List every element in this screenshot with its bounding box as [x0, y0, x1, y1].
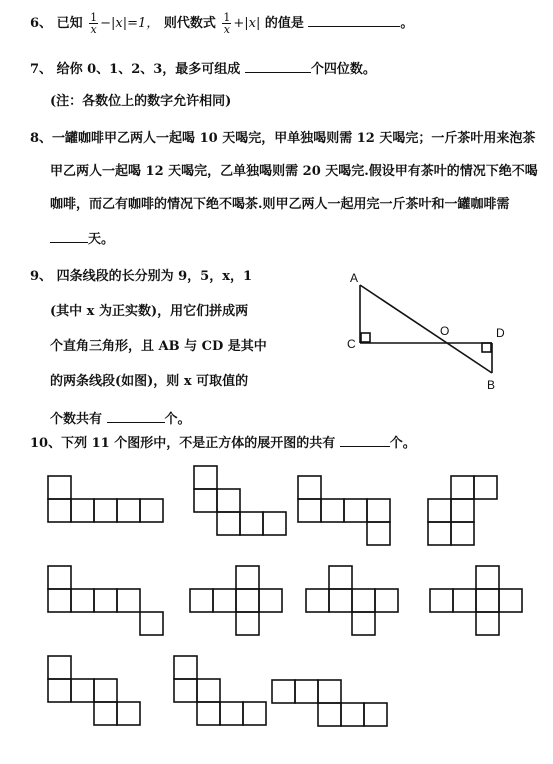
net-square [298, 499, 321, 522]
net-square [476, 589, 499, 612]
q6-prefix: 已知 [56, 16, 83, 31]
segment-ab [360, 285, 492, 373]
cube-net-1 [48, 476, 163, 522]
net-square [375, 589, 398, 612]
net-square [190, 589, 213, 612]
q9-line-3: 个直角三角形，且 AB 与 CD 是其中 [50, 339, 267, 354]
net-square [352, 612, 375, 635]
net-square [117, 499, 140, 522]
net-square [71, 679, 94, 702]
net-square [367, 522, 390, 545]
net-square [259, 589, 282, 612]
q6-end: 。 [400, 16, 414, 31]
net-square [94, 589, 117, 612]
fraction-numerator: 1 [90, 11, 98, 24]
net-square [451, 499, 474, 522]
net-square [341, 703, 364, 726]
net-square [352, 589, 375, 612]
net-square [321, 499, 344, 522]
q10-suffix: 个。 [389, 436, 416, 451]
net-square [217, 489, 240, 512]
net-square [140, 499, 163, 522]
net-square [272, 680, 295, 703]
net-square [499, 589, 522, 612]
net-square [217, 512, 240, 535]
right-angle-mark-d [482, 343, 491, 352]
net-square [71, 499, 94, 522]
net-square [428, 499, 451, 522]
net-square [71, 589, 94, 612]
net-square [236, 589, 259, 612]
q9-text: 个数共有 [50, 412, 103, 427]
net-square [194, 466, 217, 489]
net-square [174, 656, 197, 679]
label-b: B [487, 378, 496, 392]
net-square [318, 680, 341, 703]
q6-expression-2: +|x| [233, 16, 261, 31]
net-square [428, 522, 451, 545]
q8-suffix: 天。 [88, 232, 115, 247]
net-square [48, 679, 71, 702]
net-square [197, 679, 220, 702]
cube-net-3 [298, 476, 390, 545]
net-square [94, 499, 117, 522]
net-square [240, 512, 263, 535]
net-square [117, 702, 140, 725]
q9-line-4: 的两条线段(如图)，则 x 可取值的 [50, 374, 249, 389]
net-square [451, 522, 474, 545]
net-square [298, 476, 321, 499]
cube-net-2 [194, 466, 286, 535]
net-square [48, 656, 71, 679]
net-square [236, 566, 259, 589]
net-square [430, 589, 453, 612]
net-square [48, 476, 71, 499]
net-square [48, 589, 71, 612]
cube-nets [48, 466, 522, 726]
label-d: D [496, 326, 505, 340]
q10-text: 10、下列 11 个图形中，不是正方体的展开图的共有 [30, 436, 336, 451]
q6-middle: 则代数式 [163, 16, 216, 31]
q6-expression-1: −|x|=1， [100, 16, 160, 31]
net-square [117, 589, 140, 612]
net-square [140, 612, 163, 635]
q7-text: 7、 给你 0、1、2、3，最多可组成 [30, 62, 241, 77]
net-square [94, 679, 117, 702]
net-square [243, 702, 266, 725]
net-square [474, 476, 497, 499]
q8-line-2: 甲乙两人一起喝 12 天喝完，乙单独喝则需 20 天喝完.假设甲有茶叶的情况下绝不喝 [50, 164, 538, 179]
q7-note: (注：各数位上的数字允许相同) [50, 94, 232, 109]
net-square [48, 499, 71, 522]
net-square [329, 566, 352, 589]
net-square [451, 476, 474, 499]
net-square [364, 703, 387, 726]
q9-line-1: 9、 四条线段的长分别为 9，5，x，1 [30, 269, 252, 284]
q8-line-1: 8、一罐咖啡甲乙两人一起喝 10 天喝完，甲单独喝则需 12 天喝完；一斤茶叶用来泡茶 [30, 131, 536, 146]
net-square [295, 680, 318, 703]
label-c: C [347, 337, 356, 351]
net-square [367, 499, 390, 522]
net-square [344, 499, 367, 522]
fraction-numerator: 1 [223, 11, 231, 24]
net-square [220, 702, 243, 725]
net-square [174, 679, 197, 702]
net-square [329, 589, 352, 612]
cube-net-9 [48, 656, 140, 725]
net-square [94, 702, 117, 725]
cube-net-4 [428, 476, 497, 545]
right-angle-mark-c [361, 333, 370, 342]
cube-net-8 [430, 566, 522, 635]
net-square [318, 703, 341, 726]
label-o: O [440, 324, 450, 338]
net-square [263, 512, 286, 535]
net-square [197, 702, 220, 725]
label-a: A [350, 271, 359, 285]
net-square [306, 589, 329, 612]
cube-net-10 [174, 656, 266, 725]
net-square [476, 612, 499, 635]
q6-suffix: 的值是 [264, 16, 304, 31]
q8-line-3: 咖啡，而乙有咖啡的情况下绝不喝茶.则甲乙两人一起用完一斤茶叶和一罐咖啡需 [50, 197, 510, 212]
q9-line-2: (其中 x 为正实数)，用它们拼成两 [50, 304, 249, 319]
net-square [48, 566, 71, 589]
q9-suffix: 个。 [164, 412, 191, 427]
net-square [213, 589, 236, 612]
net-square [236, 612, 259, 635]
q6-number: 6、 [30, 16, 53, 31]
cube-net-6 [190, 566, 282, 635]
q7-suffix: 个四位数。 [310, 62, 376, 77]
fraction-denominator: x [223, 23, 230, 36]
cube-net-11 [272, 680, 387, 726]
cube-net-7 [306, 566, 398, 635]
net-square [476, 566, 499, 589]
cube-net-5 [48, 566, 163, 635]
net-square [453, 589, 476, 612]
fraction-denominator: x [90, 23, 97, 36]
net-square [194, 489, 217, 512]
